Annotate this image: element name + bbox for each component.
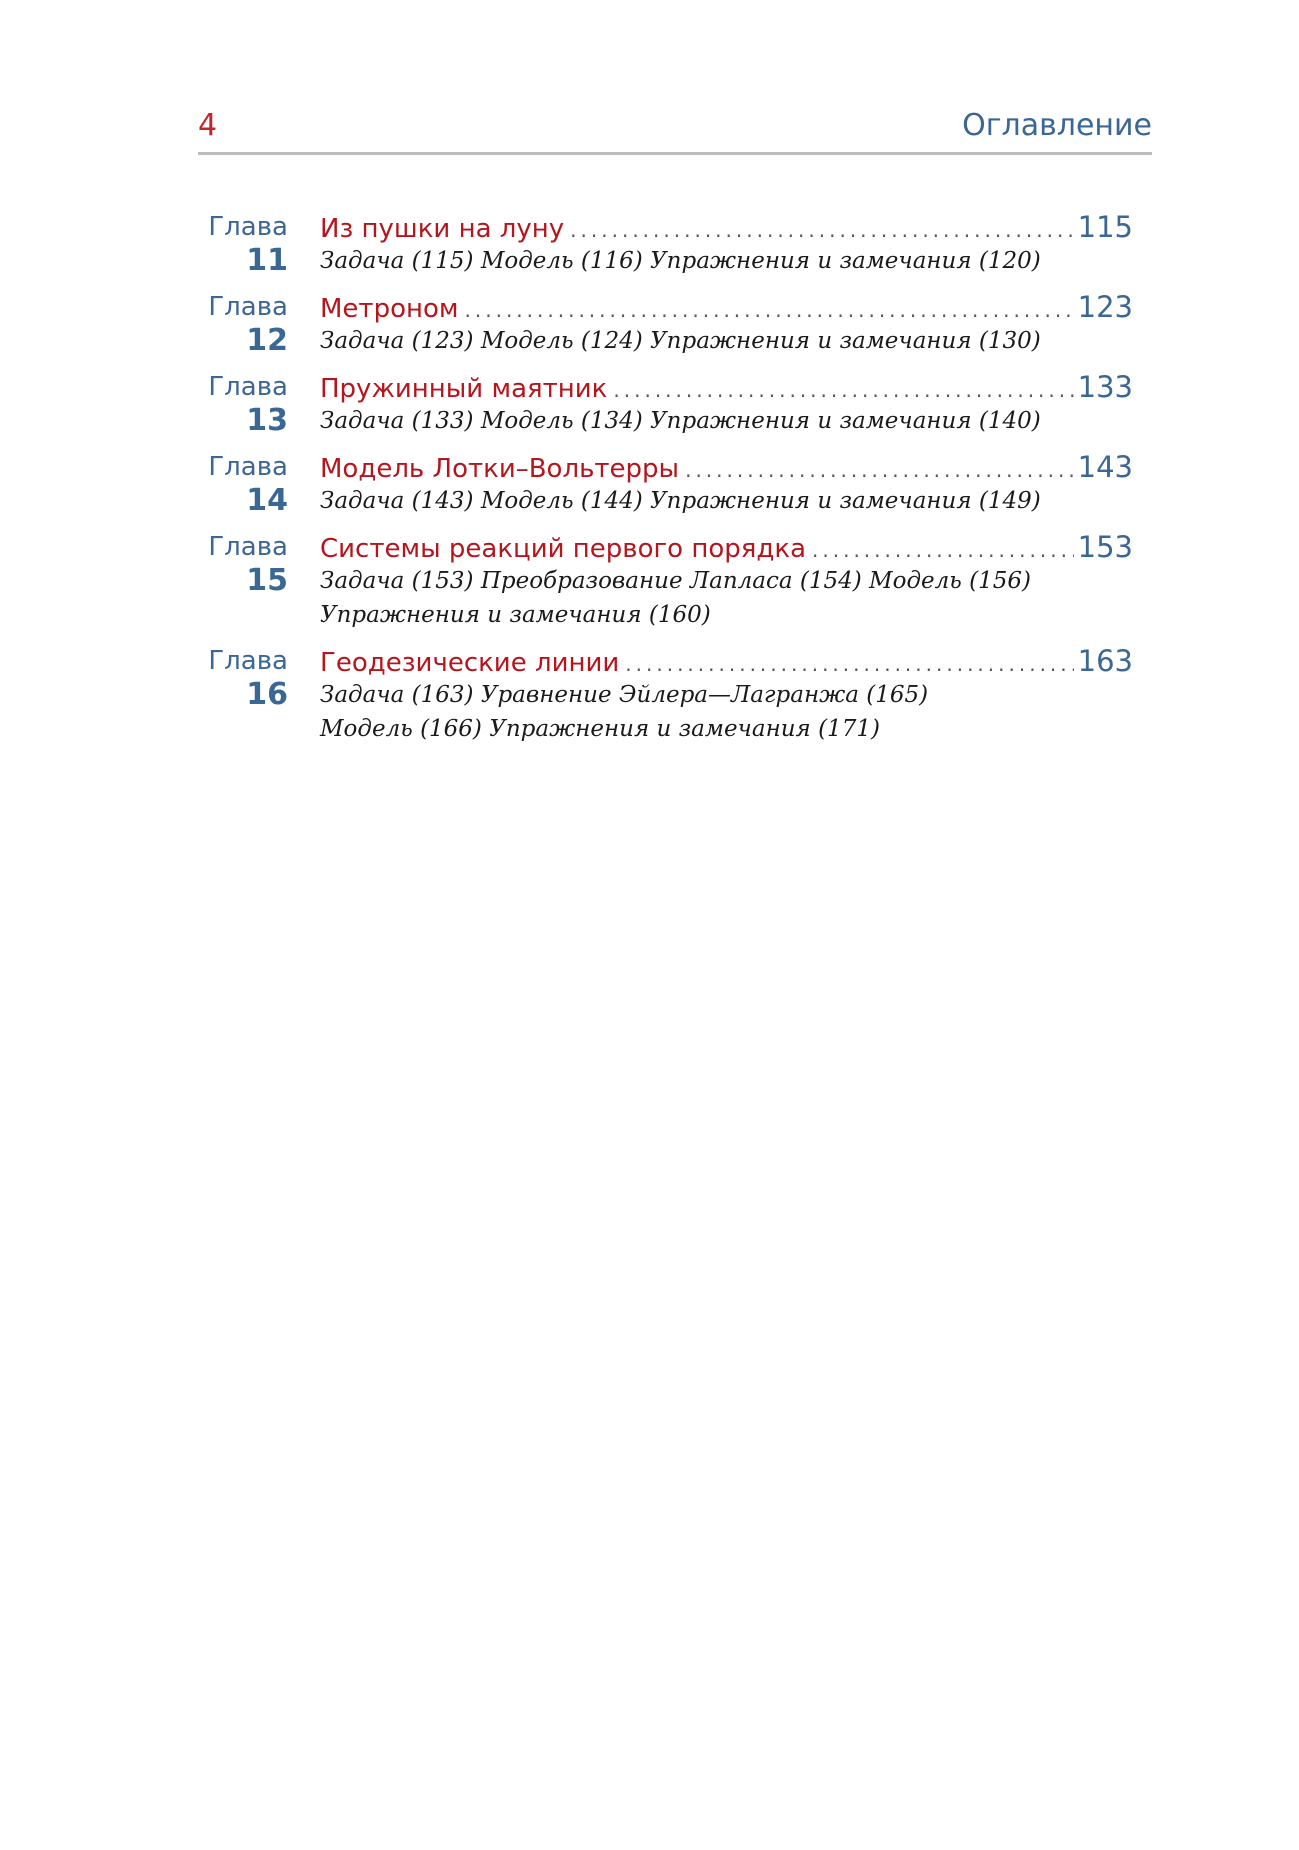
section-line[interactable]: Задача (115) Модель (116) Упражнения и замечания (120) — [320, 248, 1041, 274]
title-line[interactable] — [320, 290, 1133, 324]
toc-entry-chapter-16 — [198, 644, 1133, 746]
chapter-page-ref[interactable]: 133 — [1077, 370, 1133, 404]
section-line[interactable]: Задача (123) Модель (124) Упражнения и замечания (130) — [320, 328, 1041, 354]
chapter-title-link[interactable]: Метроном — [320, 294, 459, 324]
chapter-label — [198, 644, 288, 712]
dot-leader — [685, 453, 1074, 487]
section-line[interactable]: Задача (133) Модель (134) Упражнения и замечания (140) — [320, 408, 1041, 434]
chapter-page-ref[interactable]: 143 — [1077, 450, 1133, 484]
chapter-title-link[interactable]: Системы реакций первого порядка — [320, 534, 807, 564]
title-line[interactable] — [320, 450, 1133, 484]
chapter-label — [198, 370, 288, 438]
dot-leader — [625, 647, 1073, 681]
title-line[interactable] — [320, 210, 1133, 244]
section-line[interactable]: Задача (143) Модель (144) Упражнения и замечания (149) — [320, 488, 1041, 514]
entry-body — [320, 450, 1133, 518]
table-of-contents — [198, 210, 1133, 758]
toc-entry-chapter-15 — [198, 530, 1133, 632]
chapter-title-link[interactable]: Модель Лотки–Вольтерры — [320, 454, 680, 484]
chapter-number: 13 — [246, 403, 288, 438]
chapter-label — [198, 530, 288, 598]
chapter-title-link[interactable]: Из пушки на луну — [320, 214, 565, 244]
chapter-word: Глава — [208, 532, 288, 562]
title-line[interactable] — [320, 370, 1133, 404]
page-header — [198, 106, 1152, 155]
entry-body — [320, 290, 1133, 358]
chapter-title-link[interactable]: Пружинный маятник — [320, 374, 608, 404]
chapter-number: 12 — [246, 323, 288, 358]
chapter-number: 11 — [246, 243, 288, 278]
toc-entry-chapter-11 — [198, 210, 1133, 278]
chapter-word: Глава — [208, 646, 288, 676]
chapter-number: 15 — [246, 563, 288, 598]
chapter-word: Глава — [208, 212, 288, 242]
chapter-number: 16 — [246, 677, 288, 712]
toc-entry-chapter-13 — [198, 370, 1133, 438]
dot-leader — [570, 213, 1073, 247]
section-line[interactable]: Задача (163) Уравнение Эйлера—Лагранжа (165) — [320, 682, 929, 708]
toc-entry-chapter-12 — [198, 290, 1133, 358]
section-line[interactable]: Задача (153) Преобразование Лапласа (154) Модель (156) — [320, 568, 1031, 594]
chapter-number: 14 — [246, 483, 288, 518]
entry-body — [320, 644, 1133, 746]
chapter-word: Глава — [208, 452, 288, 482]
dot-leader — [613, 373, 1073, 407]
page-number: 4 — [198, 108, 218, 143]
running-title: Оглавление — [962, 108, 1152, 143]
chapter-page-ref[interactable]: 153 — [1077, 530, 1133, 564]
chapter-label — [198, 450, 288, 518]
chapter-word: Глава — [208, 372, 288, 402]
chapter-page-ref[interactable]: 115 — [1077, 210, 1133, 244]
chapter-page-ref[interactable]: 163 — [1077, 644, 1133, 678]
chapter-label — [198, 290, 288, 358]
dot-leader — [465, 293, 1074, 327]
chapter-page-ref[interactable]: 123 — [1077, 290, 1133, 324]
section-line[interactable]: Модель (166) Упражнения и замечания (171) — [320, 716, 880, 742]
chapter-word: Глава — [208, 292, 288, 322]
toc-entry-chapter-14 — [198, 450, 1133, 518]
chapter-title-link[interactable]: Геодезические линии — [320, 648, 620, 678]
chapter-label — [198, 210, 288, 278]
title-line[interactable] — [320, 530, 1133, 564]
entry-body — [320, 530, 1133, 632]
entry-body — [320, 370, 1133, 438]
entry-body — [320, 210, 1133, 278]
section-line[interactable]: Упражнения и замечания (160) — [320, 602, 711, 628]
title-line[interactable] — [320, 644, 1133, 678]
dot-leader — [812, 533, 1074, 567]
